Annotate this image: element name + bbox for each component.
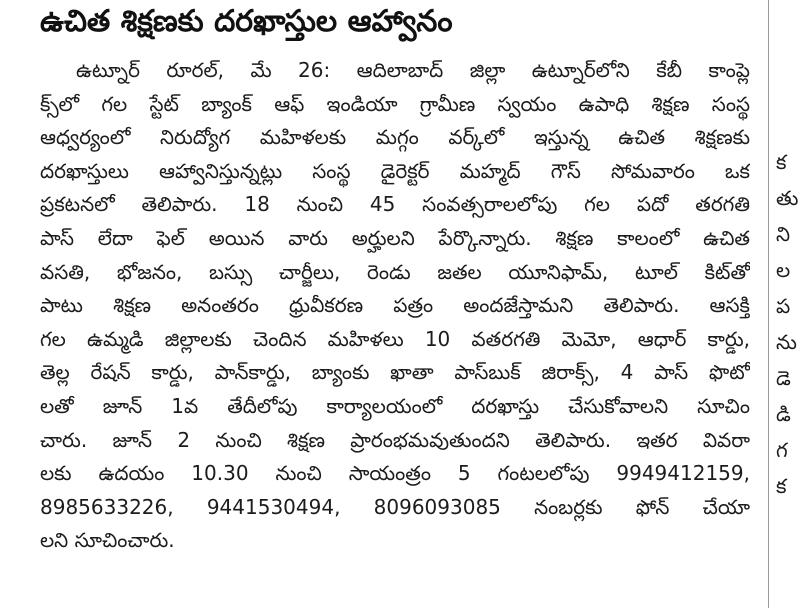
article-line: వసతి, భోజనం, బస్సు చార్జీలు, రెండు జతల యూనిఫామ్, టూల్ కిట్‌తో xyxy=(40,259,750,284)
adjacent-column-glyph: ప xyxy=(776,294,791,318)
article-line: పాస్ లేదా ఫెల్ అయిన వారు అర్హులని పేర్కొన్నారు. శిక్షణ కాలంలో ఉచిత xyxy=(40,225,750,250)
adjacent-column-glyph: ను xyxy=(776,330,797,354)
adjacent-column-fragment xyxy=(776,0,800,608)
article-line: తెల్ల రేషన్ కార్డు, పాన్‌కార్డు, బ్యాంకు ఖాతా పాస్‌బుక్ జిరాక్స్, 4 పాస్ ఫొటో xyxy=(40,360,750,385)
article-line: క్స్‌లో గల స్టేట్ బ్యాంక్ ఆఫ్ ఇండియా గ్రామీణ స్వయం ఉపాధి శిక్షణ సంస్థ xyxy=(40,91,750,116)
article-line: ప్రకటనలో తెలిపారు. 18 నుంచి 45 సంవత్సరాలలోపు గల పదో తరగతి xyxy=(40,192,750,217)
article-headline: ఉచిత శిక్షణకు దరఖాస్తుల ఆహ్వానం xyxy=(40,4,453,39)
article-line: లకు ఉదయం 10.30 నుంచి సాయంత్రం 5 గంటలలోపు 9949412159, xyxy=(40,461,750,486)
article-body xyxy=(40,54,750,554)
adjacent-column-glyph: ని xyxy=(776,222,791,246)
article-line: ఆధ్వర్యంలో నిరుద్యోగ మహిళలకు మగ్గం వర్క్‌లో ఇస్తున్న ఉచిత శిక్షణకు xyxy=(40,125,750,150)
adjacent-column-glyph: ల xyxy=(776,258,791,282)
adjacent-column-glyph: క xyxy=(776,474,787,498)
adjacent-column-glyph: డి xyxy=(776,402,791,426)
article-line: దరఖాస్తులు ఆహ్వానిస్తున్నట్లు సంస్థ డైరెక్టర్ మహ్మద్ గౌస్ సోమవారం ఒక xyxy=(40,158,750,183)
adjacent-column-glyph: తు xyxy=(776,186,799,210)
column-divider xyxy=(768,0,769,608)
article-line: చారు. జూన్ 2 నుంచి శిక్షణ ప్రారంభమవుతుందని తెలిపారు. ఇతర వివరా xyxy=(40,427,750,452)
article-line: పాటు శిక్షణ అనంతరం ధ్రువీకరణ పత్రం అందజేస్తామని తెలిపారు. ఆసక్తి xyxy=(40,293,750,318)
adjacent-column-glyph: గ xyxy=(776,438,788,462)
article-line: లతో జూన్ 1వ తేదీలోపు కార్యాలయంలో దరఖాస్తు చేసుకోవాలని సూచిం xyxy=(40,393,750,418)
article-line: లని సూచించారు. xyxy=(40,528,175,553)
article-line: 8985633226, 9441530494, 8096093085 నంబర్లకు ఫోన్ చేయా xyxy=(40,494,750,519)
article-line: గల ఉమ్మడి జిల్లాలకు చెందిన మహిళలు 10 వతరగతి మెమో, ఆధార్ కార్డు, xyxy=(40,326,750,351)
adjacent-column-glyph: డె xyxy=(776,366,791,390)
adjacent-column-glyph: క xyxy=(776,150,787,174)
article-line: ఉట్నూర్ రూరల్, మే 26: ఆదిలాబాద్ జిల్లా ఉట్నూర్‌లోని కేబీ కాంప్లె xyxy=(76,58,750,82)
